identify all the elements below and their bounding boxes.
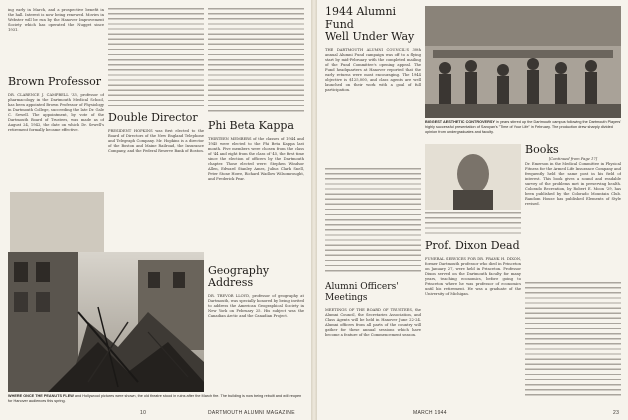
players-caption-text: in years stirred up the Dartmouth campus following the Dartmouth Players' highly successful presentation of Saroyan's "Time of Your Life" in February. The production drew sharply divided opinion from undergraduates and faculty. [425, 120, 621, 134]
books-text-continued [525, 282, 621, 398]
alumni-fund-text: THE DARTMOUTH ALUMNI COUNCIL'S 30th annual Alumni Fund campaign was off to a flying start by mid-February with the completed mailing of the Fund Committee's opening appeal. The Fund headquarters at Hanover reported that the early returns were most encouraging. The 1944 objective is $125,000, and class agents are well launched on their work with a goal of full participation. [325, 47, 421, 93]
left-page [0, 0, 311, 420]
heading-alumni-fund-line2: Well Under Way [325, 30, 415, 43]
prof-dixon-text: FUNERAL SERVICES FOR DR. FRANK H. DIXON, former Dartmouth professor who died in Princeton on January 27, were held in Princeton. Professor Dixon served on the Dartmouth faculty for many years, teaching economics, before going to Princeton where he was professor of economics until his retirement. He was a graduate of the University of Michigan. [425, 256, 521, 297]
right-folio-date: MARCH 1944 [413, 410, 447, 416]
col3-continued-text [208, 8, 304, 112]
left-column-2 [108, 8, 204, 248]
heading-phi-beta-kappa: Phi Beta Kappa [208, 119, 294, 132]
heading-double-director: Double Director [108, 111, 198, 124]
left-column-3 [208, 8, 304, 412]
heading-alumni-officers: Alumni Officers' Meetings [325, 281, 399, 303]
books-continued-note: [Continued from Page 17] [548, 156, 598, 161]
fire-caption-lead: WHERE ONCE THE PEANUTS FLEW [8, 394, 74, 398]
col1-intro-text: ing early in March, and a prospective benefit in the hall. Interest is now being renewed. Movies in Webster will be run by the Hanover Improvement Society which has operated the Nugget since 1931. [8, 8, 104, 33]
right-page [317, 0, 628, 420]
dixon-portrait-photo [425, 144, 521, 210]
phi-beta-kappa-text: THIRTEEN MEMBERS of the classes of 1944 and 1945 were elected to the Phi Beta Kappa last month. Five members were chosen from the class of '44 and eight from the class of '45, the first time since the election of officers by the Dartmouth chapter. Those elected were: Stephen Windsor Allen, Edward Stanley Ames, Julius Clark Snell, Peter Stone Howe, Richard Wadlow Wilsomrought, and Frederick Pear. [208, 136, 304, 182]
heading-geography-address: Geography Address [208, 263, 270, 289]
right-page-number: 23 [613, 410, 620, 416]
fire-caption-text: and Hollywood pictures were shown, the old theatre stood in ruins after the March fire. The building is now being rebuilt and will reopen for Hanover audiences this spring. [8, 394, 302, 403]
right-column-3 [525, 144, 621, 406]
players-photo [425, 6, 621, 118]
heading-books: Books [525, 144, 559, 156]
players-photo-caption [425, 120, 621, 135]
books-text: Dr. Emerson in the Medical Committee in Physical Fitness for the Armed Life Insurance Company and frequently held the same post in his field of interest. This book gives a sound and readable survey of the problems met in preserving health. Colorado Recreation, by Robert E. Moon '29, has been published by the Colorado Mountain Club. Random House has published Elements of Style revised. [525, 161, 621, 207]
alumni-officers-text: MEETINGS OF THE BOARD OF TRUSTEES, the Alumni Council, the Secretaries Association, and Class Agents will be held in Hanover June 22-24. Alumni officers from all parts of the country will gather for these annual sessions which have become a feature of the Commencement season. [325, 307, 421, 337]
heading-alumni-fund-line1: 1944 Alumni Fund [325, 6, 397, 31]
heading-brown-professor: Brown Professor [8, 75, 101, 88]
double-director-text: PRESIDENT HOPKINS was first elected to the Board of Directors of the New England Telephone and Telegraph Company. Mr. Hopkins is a director of the Boston and Maine Railroad, the Insurance Company, and the Federal Reserve Bank of Boston. [108, 128, 204, 153]
brown-professor-text: DR. CLARENCE J. CAMPBELL '33, professor of pharmacology in the Dartmouth Medical School, has been appointed Brown Professor of Physiology in Dartmouth College, succeeding the late Dr. Gale C. Sewell. The appointment, by vote of the Dartmouth Board of Trustees, was made as of August 24, 1942, the date on which Dr. Sewell's retirement formally became effective. [8, 92, 104, 133]
fire-ruins-photo [8, 252, 204, 392]
players-caption-lead: BIGGEST AESTHETIC CONTROVERSY [425, 120, 495, 124]
dixon-portrait-image [425, 144, 521, 210]
heading-prof-dixon: Prof. Dixon Dead [425, 239, 520, 252]
left-folio-title: DARTMOUTH ALUMNI MAGAZINE [208, 410, 295, 416]
col2-right-continued-text [425, 212, 521, 234]
fire-photo-caption [8, 394, 304, 404]
players-image [425, 6, 621, 118]
right-column-1 [325, 6, 421, 406]
geography-address-text: DR. TREVOR LLOYD, professor of geography at Dartmouth, was specially honored by being invited to address the American Geographical Society in New York on February 25. His subject was the Canadian Arctic and the Canadian Project. [208, 293, 304, 318]
portrait-image [10, 192, 104, 252]
left-page-number: 10 [140, 410, 147, 416]
col2-continued-text [108, 8, 204, 106]
fire-ruins-image [8, 252, 204, 392]
portrait-photo [10, 192, 104, 252]
alumni-fund-text-continued [325, 168, 421, 274]
right-column-2 [425, 212, 521, 406]
